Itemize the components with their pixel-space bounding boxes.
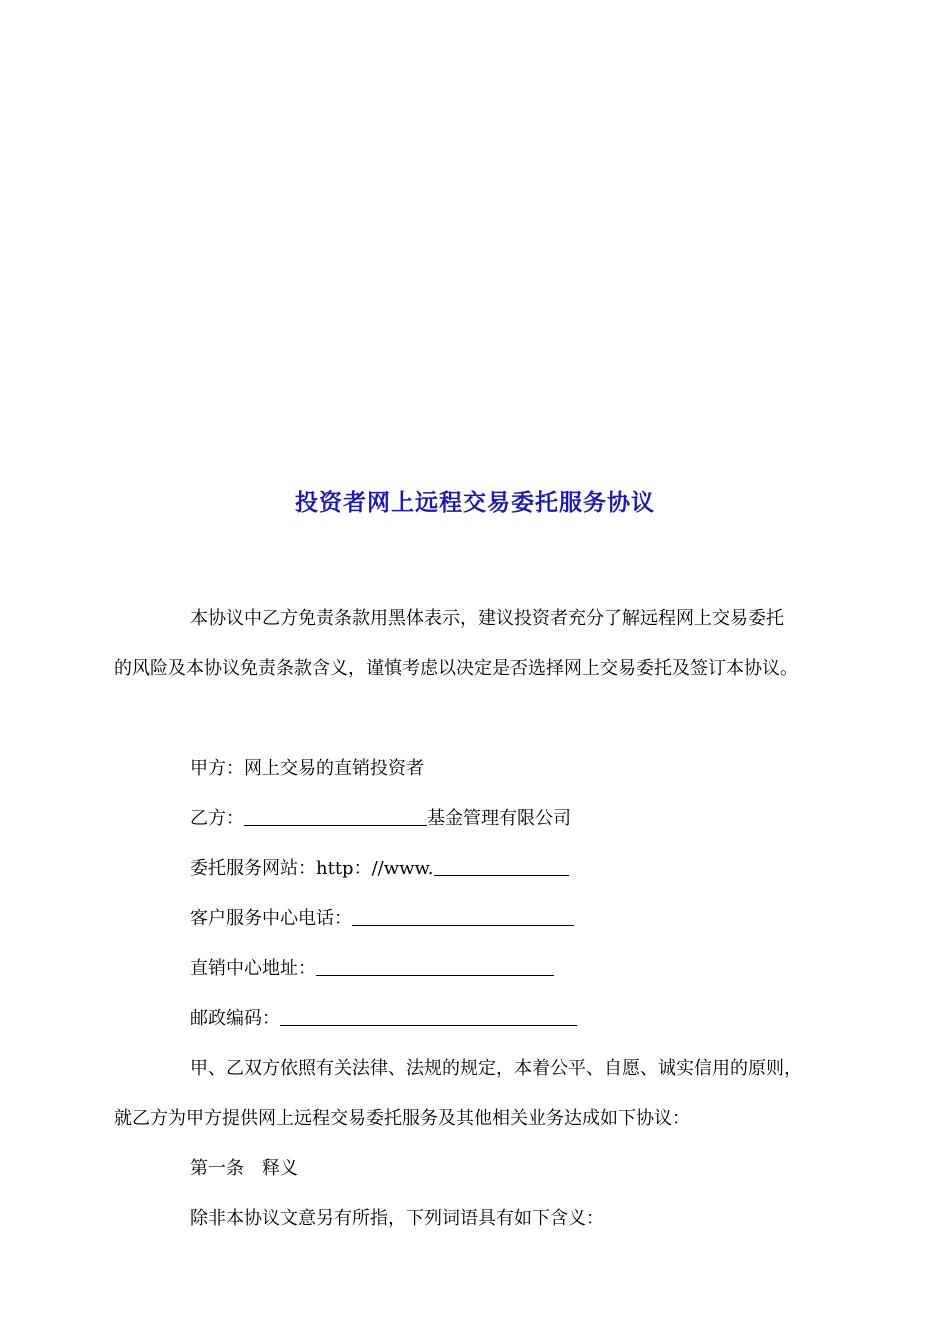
party-b-label: 乙方： <box>190 808 244 829</box>
website <box>190 857 569 881</box>
party-b-suffix: 基金管理有限公司 <box>427 808 571 829</box>
article-1-heading: 第一条 释义 <box>190 1158 298 1179</box>
phone-label: 客户服务中心电话： <box>190 908 352 929</box>
address-blank <box>316 957 554 976</box>
phone-blank <box>352 907 574 926</box>
party-b <box>190 807 571 831</box>
postcode-blank <box>280 1007 577 1026</box>
website-blank <box>434 857 569 876</box>
party-a: 甲方：网上交易的直销投资者 <box>190 758 424 779</box>
party-b-blank <box>244 807 427 826</box>
intro-line-2: 的风险及本协议免责条款含义，谨慎考虑以决定是否选择网上交易委托及签订本协议。 <box>114 658 798 679</box>
address-label: 直销中心地址： <box>190 958 316 979</box>
address <box>190 957 554 981</box>
agreement-line-1: 甲、乙双方依照有关法律、法规的规定，本着公平、自愿、诚实信用的原则， <box>190 1058 802 1079</box>
document-title: 投资者网上远程交易委托服务协议 <box>295 489 655 516</box>
postcode <box>190 1007 577 1031</box>
agreement-line-2: 就乙方为甲方提供网上远程交易委托服务及其他相关业务达成如下协议： <box>114 1108 690 1129</box>
website-label: 委托服务网站：http：//www. <box>190 858 434 879</box>
article-1-text: 除非本协议文意另有所指，下列词语具有如下含义： <box>190 1208 604 1229</box>
intro-line-1: 本协议中乙方免责条款用黑体表示，建议投资者充分了解远程网上交易委托 <box>190 608 784 629</box>
postcode-label: 邮政编码： <box>190 1008 280 1029</box>
phone <box>190 907 574 931</box>
